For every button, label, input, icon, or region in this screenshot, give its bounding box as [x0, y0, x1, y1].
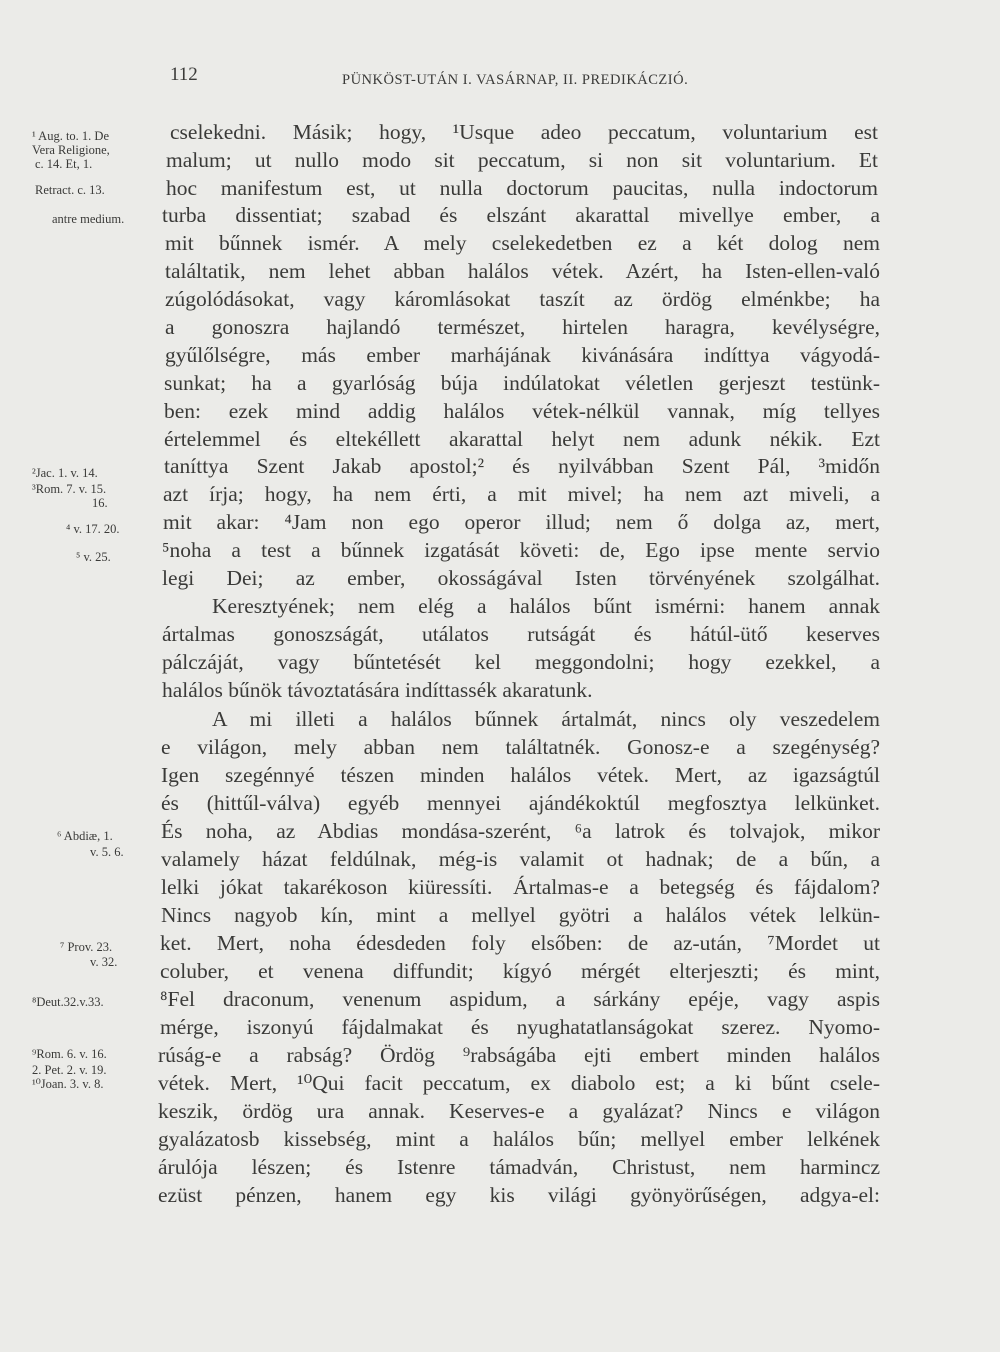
margin-note: ⁶ Abdiæ, 1.	[57, 829, 113, 843]
text-line: malum; ut nullo modo sit peccatum, si non sit voluntarium. Et	[166, 148, 878, 172]
text-line: halálos bűnök távoztatására indíttassék akaratunk.	[162, 678, 593, 702]
text-line: és (hittűl-válva) egyéb mennyei ajándékoktúl megfosztya lelkünket.	[161, 791, 880, 815]
text-line: a gonoszra hajlandó természet, hirtelen haragra, kevélységre,	[165, 315, 880, 339]
text-line: mit bűnnek ismér. A mely cselekedetben ez a két dolog nem	[165, 231, 880, 255]
margin-note: antre medium.	[52, 212, 125, 226]
margin-note: c. 14. Et, 1.	[35, 157, 93, 171]
margin-note: ⁴ v. 17. 20.	[66, 522, 120, 536]
margin-note: v. 32.	[90, 955, 118, 969]
text-line: valamely házat feldúlnak, még-is valamit ot hadnak; de a bűn, a	[161, 847, 880, 871]
text-line: legi Dei; az ember, okosságával Isten törvényének szolgálhat.	[162, 566, 880, 590]
margin-note: ⁵ v. 25.	[76, 550, 111, 564]
margin-note: Vera Religione,	[32, 143, 110, 157]
margin-note: ⁷ Prov. 23.	[60, 940, 113, 954]
margin-note: ²Jac. 1. v. 14.	[32, 466, 98, 480]
margin-note: ⁸Deut.32.v.33.	[32, 995, 104, 1009]
text-line: keszik, ördög ura annak. Keserves-e a gyalázat? Nincs e világon	[158, 1099, 880, 1123]
text-line: ártalmas gonoszságát, utálatos rutságát és hátúl-ütő keserves	[162, 622, 880, 646]
text-line: értelemmel és eltekéllett akarattal helyt nem adunk nékik. Ezt	[164, 427, 880, 451]
text-line: mit akar: ⁴Jam non ego operor illud; nem ő dolga az, mert,	[163, 510, 880, 534]
text-line: rúság-e a rabság? Ördög ⁹rabságába ejti embert minden halálos	[158, 1043, 880, 1067]
text-line: találtatik, nem lehet abban halálos vétek. Azért, ha Isten-ellen-való	[165, 259, 880, 283]
margin-note: ¹ Aug. to. 1. De	[32, 129, 110, 143]
margin-note: 16.	[92, 496, 108, 510]
text-line: A mi illeti a halálos bűnnek ártalmát, nincs oly veszedelem	[212, 707, 880, 731]
text-line: ⁸Fel draconum, venenum aspidum, a sárkány epéje, vagy aspis	[160, 987, 880, 1011]
margin-note: ⁹Rom. 6. v. 16.	[32, 1047, 107, 1061]
text-line: Keresztyének; nem elég a halálos bűnt ismérni: hanem annak	[212, 594, 880, 618]
page-header	[0, 64, 1000, 94]
margin-note: v. 5. 6.	[90, 845, 124, 859]
text-line: ben: ezek mind addig halálos vétek-nélkül vannak, míg tellyes	[164, 399, 880, 423]
text-line: coluber, et venena diffundit; kígyó mérgét elterjeszti; és mint,	[160, 959, 880, 983]
text-line: zúgolódásokat, vagy káromlásokat taszít az ördög elménkbe; ha	[165, 287, 880, 311]
text-line: árulója lészen; és Istenre támadván, Christust, nem harmincz	[158, 1155, 880, 1179]
text-line: ⁵noha a test a bűnnek izgatását követi: de, Ego ipse mente servio	[162, 538, 880, 562]
text-line: Igen szegénnyé tészen minden halálos vétek. Mert, az igazságtúl	[161, 763, 880, 787]
text-line: pálczáját, vagy bűntetését kel meggondolni; hogy ezekkel, a	[162, 650, 880, 674]
text-line: ket. Mert, noha édesdeden foly elsőben: de az-után, ⁷Mordet ut	[160, 931, 880, 955]
text-line: sunkat; ha a gyarlóság búja indúlatokat véletlen gerjeszt testünk-	[164, 371, 880, 395]
margin-note: ³Rom. 7. v. 15.	[32, 482, 107, 496]
text-line: Nincs nagyob kín, mint a mellyel gyötri a halálos vétek lelkün-	[161, 903, 880, 927]
running-title: PÜNKÖST-UTÁN I. VASÁRNAP, II. PREDIKÁCZIÓ.	[342, 72, 689, 88]
margin-note: Retract. c. 13.	[35, 183, 105, 197]
margin-note: 2. Pet. 2. v. 19.	[32, 1063, 107, 1077]
page-number: 112	[170, 64, 198, 85]
text-line: gyűlőlségre, más ember marhájának kivánására indíttya vágyodá-	[165, 343, 880, 367]
text-line: hoc manifestum est, ut nulla doctorum paucitas, nulla indoctorum	[166, 176, 878, 200]
text-line: taníttya Szent Jakab apostol;² és nyilvábban Szent Pál, ³midőn	[164, 454, 880, 478]
text-line: e világon, mely abban nem találtatnék. Gonosz-e a szegénység?	[161, 735, 880, 759]
text-line: vétek. Mert, ¹⁰Qui facit peccatum, ex diabolo est; a ki bűnt csele-	[158, 1071, 880, 1095]
text-line: És noha, az Abdias mondása-szerént, ⁶a latrok és tolvajok, mikor	[161, 819, 880, 843]
text-line: turba dissentiat; szabad és elszánt akarattal mivellye ember, a	[162, 203, 880, 227]
text-line: mérge, iszonyú fájdalmakat és nyughatatlanságokat szerez. Nyomo-	[160, 1015, 880, 1039]
text-line: lelki jókat takarékoson kiüressíti. Ártalmas-e a betegség és fájdalom?	[161, 875, 880, 899]
text-line: gyalázatosb kissebség, mint a halálos bűn; mellyel ember lelkének	[158, 1127, 880, 1151]
text-line: azt írja; hogy, ha nem érti, a mit mivel; ha nem azt miveli, a	[163, 482, 880, 506]
margin-note: ¹⁰Joan. 3. v. 8.	[32, 1077, 104, 1091]
text-line: cselekedni. Másik; hogy, ¹Usque adeo peccatum, voluntarium est	[170, 120, 878, 144]
text-line: ezüst pénzen, hanem egy kis világi gyönyörűségen, adgya-el:	[158, 1183, 880, 1207]
